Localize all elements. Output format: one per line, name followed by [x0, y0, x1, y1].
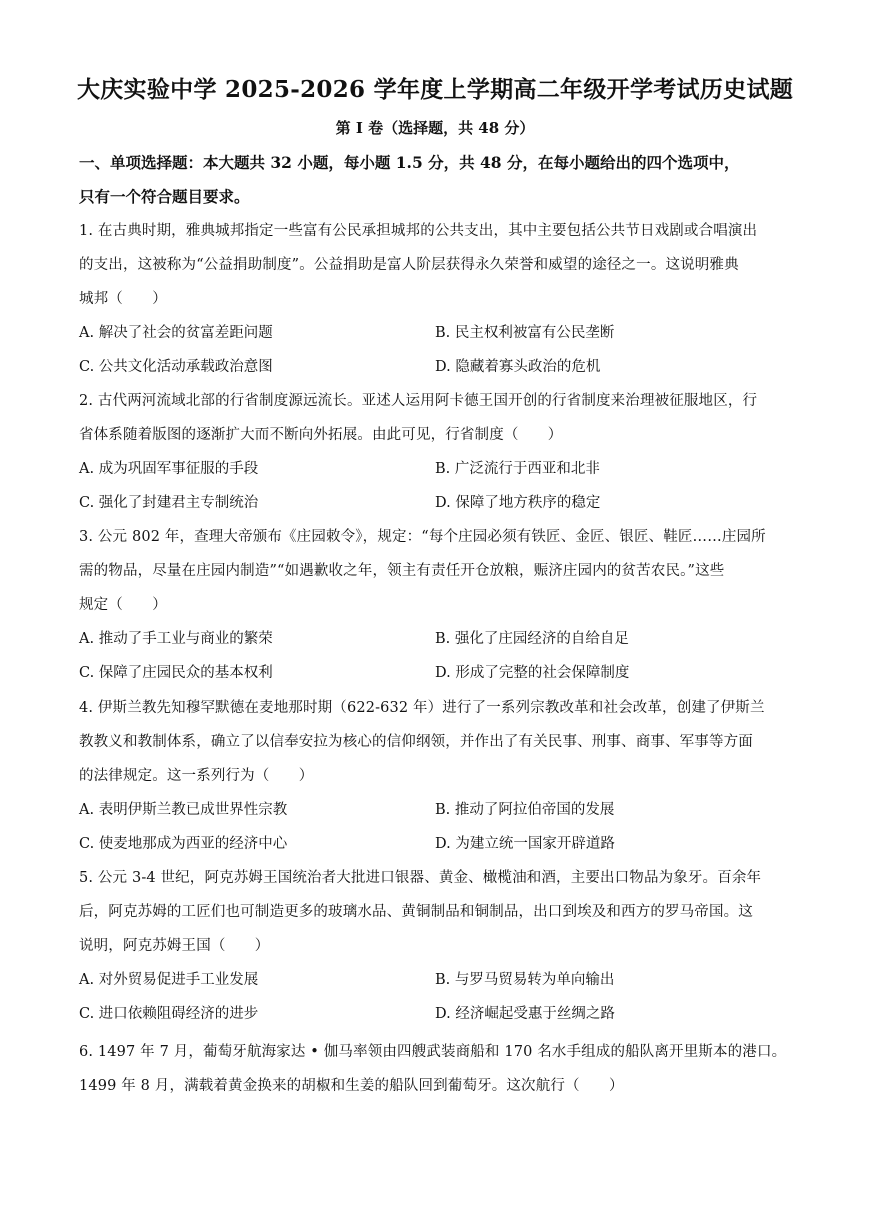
option-row — [79, 316, 793, 350]
question-5 — [79, 861, 793, 1031]
question-text-line: 城邦（ ） — [79, 291, 167, 307]
option-row — [79, 827, 793, 861]
question-text-line: 说明，阿克苏姆王国（ ） — [79, 938, 270, 954]
question-text-line: 的支出，这被称为“公益捐助制度”。公益捐助是富人阶层获得永久荣誉和威望的途径之一。这说明雅典 — [79, 257, 739, 273]
question-text-line: 省体系随着版图的逐渐扩大而不断向外拓展。由此可见，行省制度（ ） — [79, 427, 563, 443]
option-row — [79, 452, 793, 486]
question-text-line: 4. 伊斯兰教先知穆罕默德在麦地那时期（622-632 年）进行了一系列宗教改革和社会改革，创建了伊斯兰 — [79, 700, 765, 716]
question-text-line: 1499 年 8 月，满载着黄金换来的胡椒和生姜的船队回到葡萄牙。这次航行（ ） — [79, 1078, 624, 1094]
option-d: D. 为建立统一国家开辟道路 — [435, 836, 615, 852]
option-b: B. 强化了庄园经济的自给自足 — [435, 631, 629, 647]
option-row — [79, 963, 793, 997]
section-heading-line: 只有一个符合题目要求。 — [79, 187, 250, 206]
option-a: A. 表明伊斯兰教已成世界性宗教 — [79, 802, 288, 818]
question-text-line: 6. 1497 年 7 月，葡萄牙航海家达 • 伽马率领由四艘武装商船和 170 名水手组成的船队离开里斯本的港口。 — [79, 1044, 787, 1060]
option-row — [79, 793, 793, 827]
option-c: C. 公共文化活动承载政治意图 — [79, 359, 273, 375]
question-text-line: 教教义和教制体系，确立了以信奉安拉为核心的信仰纲领，并作出了有关民事、刑事、商事、军事等方面 — [79, 734, 753, 750]
question-2 — [79, 384, 793, 520]
question-text-line: 需的物品，尽量在庄园内制造”“如遇歉收之年，领主有责任开仓放粮，赈济庄园内的贫苦农民。”这些 — [79, 563, 725, 579]
question-text-line: 2. 古代两河流域北部的行省制度源远流长。亚述人运用阿卡德王国开创的行省制度来治理被征服地区，行 — [79, 393, 758, 409]
option-row — [79, 350, 793, 384]
option-d: D. 形成了完整的社会保障制度 — [435, 665, 630, 681]
option-a: A. 推动了手工业与商业的繁荣 — [79, 631, 273, 647]
option-c: C. 使麦地那成为西亚的经济中心 — [79, 836, 288, 852]
question-3 — [79, 520, 793, 690]
option-a: A. 成为巩固军事征服的手段 — [79, 461, 259, 477]
option-d: D. 经济崛起受惠于丝绸之路 — [435, 1006, 615, 1022]
option-c: C. 进口依赖阻碍经济的进步 — [79, 1006, 259, 1022]
question-text-line: 1. 在古典时期，雅典城邦指定一些富有公民承担城邦的公共支出，其中主要包括公共节日戏剧或合唱演出 — [79, 223, 758, 239]
option-c: C. 保障了庄园民众的基本权利 — [79, 665, 273, 681]
exam-subtitle: 第 I 卷（选择题，共 48 分） — [335, 119, 535, 137]
question-4 — [79, 691, 793, 861]
section-heading — [79, 146, 799, 214]
option-c: C. 强化了封建君主专制统治 — [79, 495, 259, 511]
question-1 — [79, 214, 793, 384]
question-text-line: 后，阿克苏姆的工匠们也可制造更多的玻璃水品、黄铜制品和铜制品，出口到埃及和西方的罗马帝国。这 — [79, 904, 753, 920]
option-b: B. 与罗马贸易转为单向输出 — [435, 972, 615, 988]
question-text-line: 5. 公元 3-4 世纪，阿克苏姆王国统治者大批进口银器、黄金、橄榄油和酒，主要出口物品为象牙。百余年 — [79, 870, 762, 886]
option-row — [79, 622, 793, 656]
option-row — [79, 656, 793, 690]
question-6 — [79, 1035, 793, 1103]
option-a: A. 解决了社会的贫富差距问题 — [79, 325, 273, 341]
option-b: B. 推动了阿拉伯帝国的发展 — [435, 802, 615, 818]
option-b: B. 民主权利被富有公民垄断 — [435, 325, 615, 341]
option-b: B. 广泛流行于西亚和北非 — [435, 461, 600, 477]
question-text-line: 的法律规定。这一系列行为（ ） — [79, 768, 314, 784]
option-a: A. 对外贸易促进手工业发展 — [79, 972, 259, 988]
option-row — [79, 997, 793, 1031]
question-text-line: 规定（ ） — [79, 597, 167, 613]
option-d: D. 保障了地方秩序的稳定 — [435, 495, 601, 511]
section-heading-line: 一、单项选择题：本大题共 32 小题，每小题 1.5 分，共 48 分，在每小题给出的四个选项中， — [79, 153, 740, 172]
exam-title: 大庆实验中学 2025-2026 学年度上学期高二年级开学考试历史试题 — [76, 76, 794, 103]
option-d: D. 隐藏着寡头政治的危机 — [435, 359, 601, 375]
option-row — [79, 486, 793, 520]
question-text-line: 3. 公元 802 年，查理大帝颁布《庄园敕令》，规定：“每个庄园必须有铁匠、金匠、银匠、鞋匠……庄园所 — [79, 529, 766, 545]
